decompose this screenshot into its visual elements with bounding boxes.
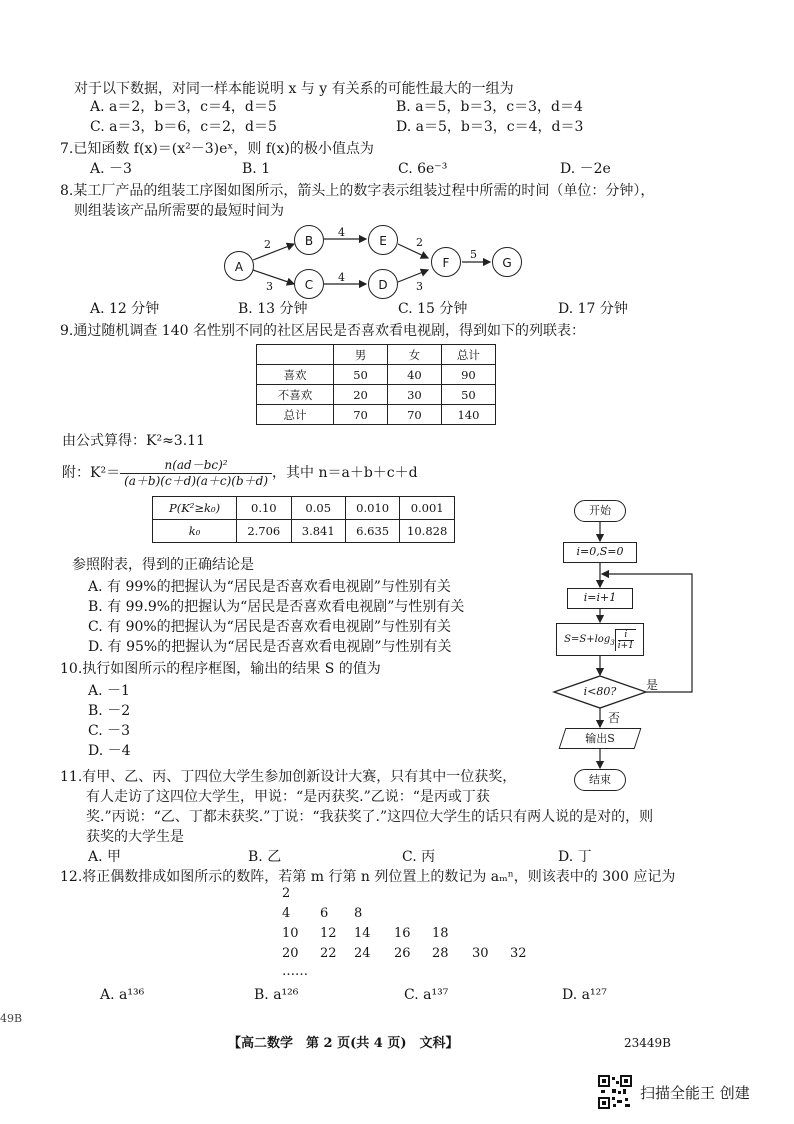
edge-a-c [253,270,294,284]
edge-label-c-d: 4 [338,271,345,284]
node-a: A [224,251,254,281]
table-cell: 喜欢 [257,365,334,385]
q9-calc: 由公式算得：K²≈3.11 [62,433,205,449]
q7-option-a: A. －3 [90,161,132,177]
formula-fraction [120,458,272,489]
array-cell: 2 [282,886,291,901]
flow-condition: i<80? [583,685,617,698]
flow-update [556,623,644,656]
array-cell: 20 [282,946,299,961]
table-row [257,385,496,405]
table-cell: 0.010 [345,497,399,520]
flow-no-label: 否 [608,711,621,725]
flow-update-base: 3 [610,639,615,647]
table-cell: 40 [387,365,441,385]
table-cell: 20 [334,385,388,405]
q11-option-b: B. 乙 [248,849,282,865]
node-f: F [431,247,461,277]
node-b: B [294,225,324,255]
node-d: D [368,269,398,299]
q7-stem: 7.已知函数 f(x)＝(x²－3)eˣ，则 f(x)的极小值点为 [60,141,374,157]
q8-option-a: A. 12 分钟 [90,301,160,317]
q12-option-a: A. a¹³⁶ [100,987,145,1003]
table-cell: 0.10 [237,497,291,520]
q11-line3: 奖.”丙说：“乙、丁都未获奖.”丁说：“我获奖了.”这四位大学生的话只有两人说的是对的，则 [86,809,654,825]
array-row [282,926,482,941]
flow-start: 开始 [574,500,626,522]
array-row [282,946,560,961]
table-cell: 总计 [257,405,334,425]
table-cell: 140 [441,405,495,425]
table-cell: 50 [334,365,388,385]
q11-line4: 获奖的大学生是 [86,829,184,845]
table-cell: 总计 [441,345,495,365]
array-row [282,886,290,901]
flow-yes-label: 是 [646,678,659,692]
table-cell: 10.828 [400,520,455,543]
q9-option-d: D. 有 95%的把握认为“居民是否喜欢看电视剧”与性别有关 [88,639,452,655]
flow-update-prefix: S=S+log [564,634,611,645]
table-row [153,520,455,543]
array-cell: 32 [510,946,527,961]
q10-option-b: B. －2 [88,703,131,719]
edge-label-a-b: 2 [264,238,271,251]
critical-value-table [152,496,455,543]
formula-prefix: 附：K²＝ [62,465,121,481]
table-cell: 50 [441,385,495,405]
table-cell: 不喜欢 [257,385,334,405]
array-cell: 22 [320,946,337,961]
q11-option-d: D. 丁 [558,849,592,865]
q12-option-c: C. a¹³⁷ [404,987,449,1003]
q8-stem-line1: 8.某工厂产品的组装工序图如图所示，箭头上的数字表示组装过程中所需的时间（单位：分钟）， [60,183,655,199]
q9-option-b: B. 有 99.9%的把握认为“居民是否喜欢看电视剧”与性别有关 [88,599,465,615]
edge-label-f-g: 5 [470,248,477,261]
q11-option-a: A. 甲 [88,849,122,865]
paper-code: 23449B [624,1036,671,1050]
edge-label-e-f: 2 [416,236,423,249]
q5-option-c: C. a＝3，b＝6，c＝2，d＝5 [90,119,277,135]
flow-init: i=0,S=0 [563,542,637,563]
node-e: E [368,225,398,255]
table-cell: 70 [334,405,388,425]
formula-suffix: ，其中 n＝a＋b＋c＋d [272,465,418,481]
array-cell: 18 [432,926,449,941]
flow-output-label: 输出S [585,732,615,745]
q10-option-d: D. －4 [88,743,131,759]
table-cell: 70 [387,405,441,425]
edge-a-b [253,244,294,260]
q8-option-b: B. 13 分钟 [238,301,308,317]
table-cell: 3.841 [291,520,345,543]
node-g: G [492,247,522,277]
edge-d-f [398,270,428,282]
table-cell: 30 [387,385,441,405]
q7-option-c: C. 6e⁻³ [398,161,448,177]
array-cell: 10 [282,926,299,941]
assembly-diagram [220,222,530,296]
array-cell: 12 [320,926,337,941]
contingency-table [256,344,496,425]
flow-update-num: i [618,630,634,641]
formula-numerator: n(ad－bc)² [120,458,272,474]
array-cell: 28 [432,946,449,961]
flow-output [562,728,638,749]
table-cell: 男 [334,345,388,365]
q9-prompt: 参照附表，得到的正确结论是 [72,557,254,573]
q5-option-a: A. a＝2，b＝3，c＝4，d＝5 [90,99,277,115]
q11-line2: 有人走访了这四位大学生，甲说：“是丙获奖.”乙说：“是丙或丁获 [86,789,490,805]
q12-option-b: B. a¹²⁶ [254,987,299,1003]
table-row [257,365,496,385]
table-cell: 6.635 [345,520,399,543]
array-cell: 26 [394,946,411,961]
flow-update-den: i+1 [617,640,634,651]
q12-option-d: D. a¹²⁷ [562,987,607,1003]
q9-option-c: C. 有 90%的把握认为“居民是否喜欢看电视剧”与性别有关 [88,619,451,635]
q11-option-c: C. 丙 [402,849,436,865]
q10-stem: 10.执行如图所示的程序框图，输出的结果 S 的值为 [60,661,381,677]
flow-increment: i=i+1 [567,588,633,609]
q8-option-c: C. 15 分钟 [398,301,468,317]
table-cell: 90 [441,365,495,385]
array-cell: 14 [354,926,371,941]
flow-end: 结束 [574,769,626,791]
q5-option-b: B. a＝5，b＝3，c＝3，d＝4 [396,99,583,115]
array-cell: 6 [320,906,329,921]
table-cell: k₀ [153,520,237,543]
watermark-text: 扫描全能王 创建 [640,1084,750,1102]
q7-option-d: D. －2e [560,161,611,177]
q12-stem: 12.将正偶数排成如图所示的数阵，若第 m 行第 n 列位置上的数记为 aₘⁿ，则该表中的 300 应记为 [60,869,676,885]
edge-label-d-f: 3 [416,280,423,293]
array-cell: 30 [472,946,489,961]
array-cell: 8 [354,906,363,921]
qr-code-icon [598,1075,632,1109]
q8-stem-line2: 则组装该产品所需要的最短时间为 [74,203,284,219]
array-row [282,906,404,921]
table-cell: 0.05 [291,497,345,520]
q7-option-b: B. 1 [242,161,271,177]
table-cell [257,345,334,365]
edge-label-a-c: 3 [266,280,273,293]
table-row [153,497,455,520]
q9-option-a: A. 有 99%的把握认为“居民是否喜欢看电视剧”与性别有关 [88,579,451,595]
q8-option-d: D. 17 分钟 [558,301,628,317]
table-row [257,345,496,365]
table-cell: 0.001 [400,497,455,520]
table-row [257,405,496,425]
edge-label-b-e: 4 [338,226,345,239]
margin-mark: 49B [0,1012,23,1025]
q9-formula [62,456,418,490]
page-footer: 【高二数学 第 2 页(共 4 页) 文科】 [228,1036,459,1051]
q10-option-a: A. －1 [88,683,130,699]
table-cell: P(K²≥k₀) [153,497,237,520]
flowchart [550,496,700,801]
q5-stem: 对于以下数据，对同一样本能说明 x 与 y 有关系的可能性最大的一组为 [74,81,514,97]
array-cell: 24 [354,946,371,961]
table-cell: 女 [387,345,441,365]
q5-option-d: D. a＝5，b＝3，c＝4，d＝3 [396,119,584,135]
edge-e-f [398,244,428,258]
q11-line1: 11.有甲、乙、丙、丁四位大学生参加创新设计大赛，只有其中一位获奖， [60,769,517,785]
array-ellipsis: …… [282,964,308,979]
flow-update-sqrt [615,629,636,651]
table-cell: 2.706 [237,520,291,543]
q9-stem: 9.通过随机调查 140 名性别不同的社区居民是否喜欢看电视剧，得到如下的列联表： [60,323,585,339]
array-cell: 4 [282,906,291,921]
number-array [282,886,572,982]
formula-denominator: (a＋b)(c＋d)(a＋c)(b＋d) [124,473,269,488]
q10-option-c: C. －3 [88,723,131,739]
node-c: C [294,269,324,299]
array-cell: 16 [394,926,411,941]
